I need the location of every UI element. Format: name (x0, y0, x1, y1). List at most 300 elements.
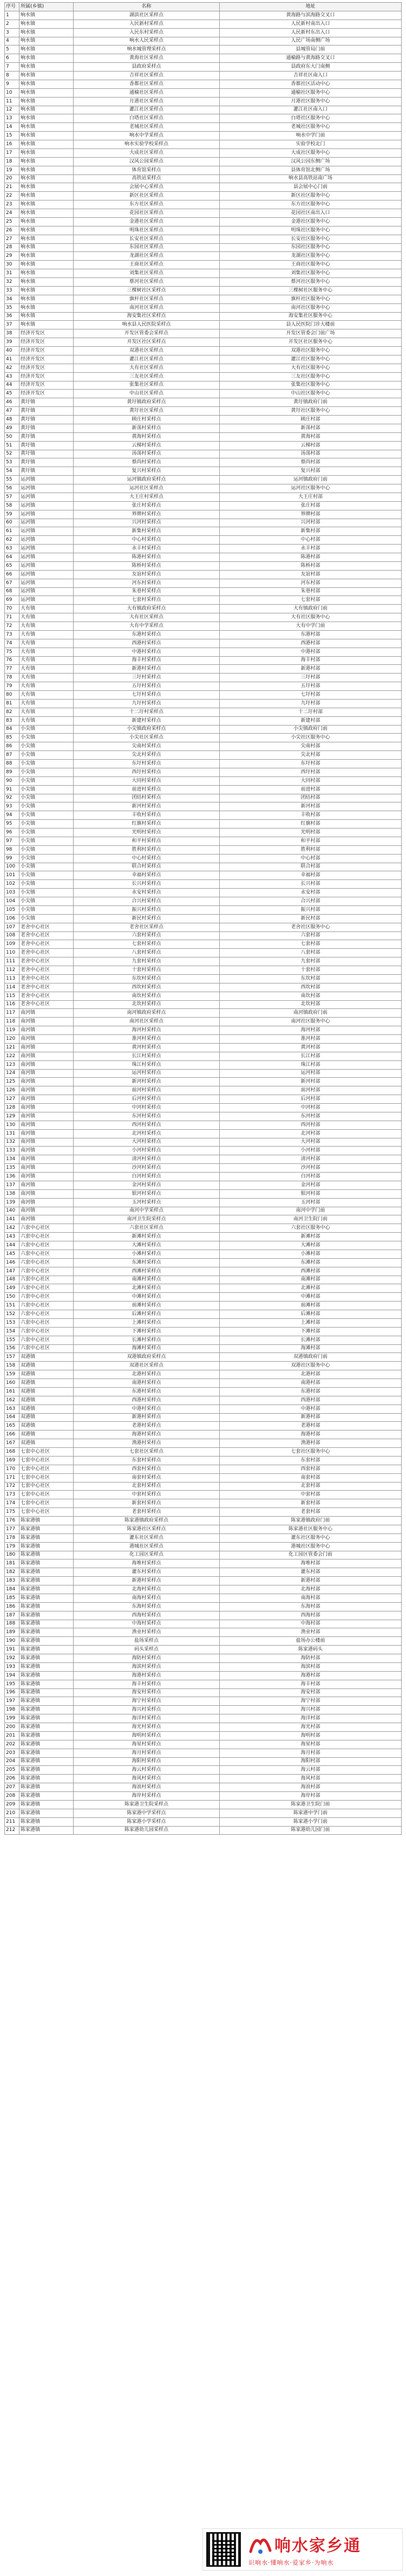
row-site-name: 南河卫生院采样点 (74, 1215, 220, 1224)
row-site-name: 大王庄村采样点 (74, 493, 220, 501)
table-row (5, 1620, 402, 1628)
row-site-name: 新港村采样点 (74, 1577, 220, 1585)
table-row (5, 1000, 402, 1009)
row-site-name: 南海村采样点 (74, 1594, 220, 1602)
table-row (5, 1551, 402, 1559)
table-row (5, 1525, 402, 1533)
row-site-name: 胜利村采样点 (74, 845, 220, 854)
row-town: 响水镇 (19, 217, 74, 226)
row-town: 陈家港镇 (19, 1628, 74, 1637)
row-town: 南河镇 (19, 1069, 74, 1078)
row-address: 东园社区服务中心 (220, 243, 402, 252)
row-number: 149 (5, 1284, 19, 1293)
table-row (5, 829, 402, 837)
row-site-name: 大有社区采样点 (74, 613, 220, 622)
row-site-name: 北港村采样点 (74, 1370, 220, 1379)
row-site-name: 东滩村采样点 (74, 1258, 220, 1267)
row-site-name: 海丰村采样点 (74, 656, 220, 665)
table-row (5, 269, 402, 278)
header-town: 所属(乡镇) (19, 3, 74, 11)
row-address: 渔港村部 (220, 1439, 402, 1448)
row-site-name: 团结村采样点 (74, 794, 220, 802)
row-number: 141 (5, 1215, 19, 1224)
row-number: 203 (5, 1749, 19, 1757)
row-number: 42 (5, 364, 19, 372)
qr-code-icon (206, 2532, 241, 2567)
row-number: 94 (5, 811, 19, 820)
row-address: 北河村部 (220, 1129, 402, 1138)
row-address: 沙河村部 (220, 1164, 402, 1173)
row-number: 13 (5, 114, 19, 123)
row-site-name: 海宁村采样点 (74, 1697, 220, 1706)
row-site-name: 双港镇政府采样点 (74, 1353, 220, 1362)
row-address: 界牌村部 (220, 510, 402, 519)
table-row (5, 1155, 402, 1164)
row-site-name: 七圩村采样点 (74, 691, 220, 700)
row-number: 169 (5, 1456, 19, 1465)
row-address: 灌东社区服务中心 (220, 1533, 402, 1542)
row-number: 128 (5, 1104, 19, 1112)
row-address: 大有社区服务中心 (220, 613, 402, 622)
row-number: 164 (5, 1413, 19, 1422)
row-address: 开发区社区服务中心 (220, 338, 402, 347)
row-site-name: 小河村采样点 (74, 1147, 220, 1155)
table-row (5, 992, 402, 1000)
row-site-name: 陈家港卫生院采样点 (74, 1800, 220, 1809)
row-site-name: 体育馆采样点 (74, 166, 220, 174)
row-town: 双港镇 (19, 1387, 74, 1396)
row-number: 152 (5, 1310, 19, 1319)
row-site-name: 海浪村采样点 (74, 1783, 220, 1792)
row-address: 小河村部 (220, 1147, 402, 1155)
row-address: 刘集社区服务中心 (220, 269, 402, 278)
row-site-name: 振兴村采样点 (74, 905, 220, 914)
row-town: 小尖镇 (19, 829, 74, 837)
row-address: 开发区管委会门前广场 (220, 329, 402, 338)
row-site-name: 双港社区采样点 (74, 347, 220, 355)
row-address: 海风村部 (220, 1775, 402, 1783)
row-town: 六套中心社区 (19, 1318, 74, 1327)
row-town: 老舍中心社区 (19, 949, 74, 957)
row-site-name: 珠江村采样点 (74, 1060, 220, 1069)
row-town: 陈家港镇 (19, 1594, 74, 1602)
row-address: 三圩村部 (220, 674, 402, 682)
row-address: 黄海路与滨海路交叉口 (220, 11, 402, 20)
row-number: 200 (5, 1723, 19, 1732)
row-town: 响水镇 (19, 54, 74, 63)
row-town: 南河镇 (19, 1138, 74, 1147)
row-number: 165 (5, 1422, 19, 1431)
row-site-name: 响水中学采样点 (74, 132, 220, 140)
row-number: 178 (5, 1533, 19, 1542)
row-site-name: 永安村采样点 (74, 889, 220, 897)
table-row (5, 665, 402, 674)
table-row (5, 1602, 402, 1611)
row-town: 老舍中心社区 (19, 931, 74, 940)
row-site-name: 东港村采样点 (74, 630, 220, 639)
row-site-name: 陈家港小学采样点 (74, 1817, 220, 1826)
row-number: 78 (5, 674, 19, 682)
row-address: 大河村部 (220, 1138, 402, 1147)
row-site-name: 黄圩社区采样点 (74, 407, 220, 416)
row-number: 171 (5, 1473, 19, 1482)
row-site-name: 陈家港幼儿园采样点 (74, 1826, 220, 1835)
row-site-name: 张集社区采样点 (74, 381, 220, 390)
row-town: 七套中心社区 (19, 1499, 74, 1508)
row-number: 64 (5, 553, 19, 562)
row-site-name: 合兴村采样点 (74, 897, 220, 906)
row-number: 115 (5, 992, 19, 1000)
row-site-name: 中套村采样点 (74, 1491, 220, 1499)
row-number: 45 (5, 390, 19, 398)
table-row (5, 1224, 402, 1233)
row-address: 南河社区服务中心 (220, 303, 402, 312)
header-no: 序号 (5, 3, 19, 11)
row-address: 响水中学门前 (220, 132, 402, 140)
row-address: 小滩村部 (220, 1250, 402, 1258)
row-number: 15 (5, 132, 19, 140)
row-town: 南河镇 (19, 1155, 74, 1164)
table-row (5, 20, 402, 28)
row-number: 108 (5, 931, 19, 940)
row-site-name: 淮河村采样点 (74, 1035, 220, 1044)
row-number: 39 (5, 338, 19, 347)
row-number: 26 (5, 226, 19, 235)
sampling-sites-table (4, 2, 402, 1835)
table-row (5, 11, 402, 20)
row-address: 东海村部 (220, 1602, 402, 1611)
row-site-name: 丰收村采样点 (74, 811, 220, 820)
row-number: 119 (5, 1026, 19, 1035)
row-site-name: 联合村采样点 (74, 863, 220, 871)
row-site-name: 大滩村采样点 (74, 1241, 220, 1250)
row-address: 十二圩村部 (220, 708, 402, 716)
row-address: 海宁村部 (220, 1697, 402, 1706)
row-site-name: 海岸村采样点 (74, 1792, 220, 1801)
row-address: 新港村部 (220, 1577, 402, 1585)
table-row (5, 1173, 402, 1181)
row-site-name: 南套村采样点 (74, 1473, 220, 1482)
row-town: 南河镇 (19, 1026, 74, 1035)
row-number: 57 (5, 493, 19, 501)
row-site-name: 云梯村采样点 (74, 441, 220, 450)
table-row (5, 820, 402, 829)
row-town: 大有镇 (19, 716, 74, 725)
table-row (5, 1362, 402, 1370)
table-row (5, 1370, 402, 1379)
row-town: 南河镇 (19, 1121, 74, 1129)
row-number: 208 (5, 1792, 19, 1801)
row-town: 南河镇 (19, 1043, 74, 1052)
row-number: 136 (5, 1173, 19, 1181)
row-address: 复兴村部 (220, 467, 402, 476)
row-number: 114 (5, 983, 19, 992)
row-number: 99 (5, 854, 19, 863)
row-address: 海丰村部 (220, 1680, 402, 1688)
row-address: 陈桥村部 (220, 561, 402, 570)
table-row (5, 716, 402, 725)
row-site-name: 运河村采样点 (74, 1069, 220, 1078)
row-town: 小尖镇 (19, 897, 74, 906)
row-town: 运河镇 (19, 587, 74, 596)
row-town: 黄圩镇 (19, 424, 74, 432)
row-address: 老舍社区服务中心 (220, 923, 402, 931)
row-address: 海丰村部 (220, 656, 402, 665)
row-town: 陈家港镇 (19, 1662, 74, 1671)
header-address: 地址 (220, 3, 402, 11)
row-town: 小尖镇 (19, 776, 74, 785)
table-row (5, 1250, 402, 1258)
row-town: 陈家港镇 (19, 1697, 74, 1706)
row-site-name: 尖南村采样点 (74, 742, 220, 751)
watermark (202, 2528, 403, 2571)
row-site-name: 五圩村采样点 (74, 682, 220, 691)
table-row (5, 106, 402, 114)
brand-logo-icon (247, 2532, 273, 2556)
table-row (5, 536, 402, 545)
table-row (5, 338, 402, 347)
row-number: 7 (5, 63, 19, 72)
row-town: 南河镇 (19, 1018, 74, 1026)
row-number: 210 (5, 1809, 19, 1817)
row-site-name: 沙河村采样点 (74, 1164, 220, 1173)
table-row (5, 579, 402, 587)
row-number: 5 (5, 46, 19, 54)
row-site-name: 海港村采样点 (74, 1671, 220, 1680)
row-town: 南河镇 (19, 1009, 74, 1018)
row-address: 北坎村部 (220, 1000, 402, 1009)
row-address: 东港村部 (220, 1387, 402, 1396)
row-address: 南套村部 (220, 1473, 402, 1482)
row-town: 经济开发区 (19, 329, 74, 338)
table-row (5, 570, 402, 579)
row-number: 163 (5, 1404, 19, 1413)
row-address: 海洋村部 (220, 1714, 402, 1723)
row-town: 南河镇 (19, 1052, 74, 1060)
table-row (5, 1800, 402, 1809)
row-town: 六套中心社区 (19, 1267, 74, 1276)
row-address: 七套社区服务中心 (220, 1448, 402, 1457)
row-site-name: 灌江社区采样点 (74, 355, 220, 364)
row-address: 新集村部 (220, 527, 402, 536)
row-site-name: 中港村采样点 (74, 648, 220, 656)
row-number: 158 (5, 1362, 19, 1370)
row-address: 中港村部 (220, 648, 402, 656)
row-town: 双港镇 (19, 1404, 74, 1413)
table-row (5, 1448, 402, 1457)
row-address: 西套村部 (220, 1465, 402, 1473)
row-address: 人民广场南侧广场 (220, 37, 402, 46)
row-number: 105 (5, 905, 19, 914)
row-town: 陈家港镇 (19, 1533, 74, 1542)
row-number: 43 (5, 372, 19, 381)
row-site-name: 南河社区采样点 (74, 1018, 220, 1026)
table-row (5, 37, 402, 46)
row-site-name: 七套社区采样点 (74, 1448, 220, 1457)
row-address: 新港村部 (220, 1413, 402, 1422)
table-row (5, 880, 402, 889)
row-site-name: 新建村采样点 (74, 716, 220, 725)
row-address: 中山社区服务中心 (220, 390, 402, 398)
row-number: 38 (5, 329, 19, 338)
row-number: 30 (5, 261, 19, 269)
row-site-name: 八套村采样点 (74, 949, 220, 957)
row-address: 胜利村部 (220, 845, 402, 854)
row-town: 响水镇 (19, 20, 74, 28)
table-row (5, 794, 402, 802)
row-town: 运河镇 (19, 510, 74, 519)
table-row (5, 587, 402, 596)
table-row (5, 80, 402, 88)
table-row (5, 914, 402, 923)
row-site-name: 六套社区采样点 (74, 1224, 220, 1233)
row-address: 县政府东大门南侧 (220, 63, 402, 72)
table-row (5, 1783, 402, 1792)
row-number: 207 (5, 1783, 19, 1792)
row-address: 东港村部 (220, 630, 402, 639)
row-site-name: 开发区管委会采样点 (74, 329, 220, 338)
table-row (5, 1284, 402, 1293)
row-site-name: 海云村采样点 (74, 1766, 220, 1775)
table-row (5, 974, 402, 983)
row-address: 县会展中心门前 (220, 183, 402, 192)
row-number: 90 (5, 776, 19, 785)
row-site-name: 高铁站采样点 (74, 174, 220, 183)
row-number: 112 (5, 966, 19, 975)
row-address: 月港社区服务中心 (220, 97, 402, 106)
row-town: 响水镇 (19, 46, 74, 54)
row-town: 运河镇 (19, 536, 74, 545)
table-row (5, 613, 402, 622)
row-town: 运河镇 (19, 553, 74, 562)
row-address: 化工园区管委会门前 (220, 1551, 402, 1559)
row-address: 大同村部 (220, 776, 402, 785)
row-address: 张庄村部 (220, 501, 402, 510)
row-site-name: 通榆社区采样点 (74, 88, 220, 97)
row-town: 六套中心社区 (19, 1233, 74, 1241)
row-address: 海堆村部 (220, 1559, 402, 1568)
row-town: 小尖镇 (19, 760, 74, 768)
table-row (5, 1336, 402, 1344)
row-address: 金河村部 (220, 1181, 402, 1189)
row-address: 新套村部 (220, 1499, 402, 1508)
row-town: 七套中心社区 (19, 1448, 74, 1457)
row-site-name: 长滩村采样点 (74, 1336, 220, 1344)
row-site-name: 顾庄村采样点 (74, 416, 220, 424)
table-row (5, 1688, 402, 1697)
row-town: 响水镇 (19, 321, 74, 329)
row-number: 209 (5, 1800, 19, 1809)
row-number: 205 (5, 1766, 19, 1775)
row-number: 190 (5, 1637, 19, 1646)
row-number: 69 (5, 596, 19, 605)
row-town: 六套中心社区 (19, 1293, 74, 1302)
table-row (5, 398, 402, 407)
row-town: 小尖镇 (19, 751, 74, 760)
table-body (5, 11, 402, 1835)
row-site-name: 东港村采样点 (74, 1387, 220, 1396)
table-row (5, 1379, 402, 1388)
row-town: 陈家港镇 (19, 1817, 74, 1826)
table-row (5, 983, 402, 992)
row-town: 六套中心社区 (19, 1310, 74, 1319)
row-site-name: 复兴村采样点 (74, 467, 220, 476)
table-row (5, 114, 402, 123)
row-address: 通榆社区服务中心 (220, 88, 402, 97)
table-row (5, 321, 402, 329)
row-town: 老舍中心社区 (19, 923, 74, 931)
row-address: 运河镇政府门前 (220, 476, 402, 484)
table-row (5, 905, 402, 914)
row-site-name: 海安村采样点 (74, 1688, 220, 1697)
row-site-name: 入民东村采样点 (74, 28, 220, 37)
table-row (5, 1662, 402, 1671)
row-address: 大王庄村部 (220, 493, 402, 501)
row-town: 响水镇 (19, 123, 74, 132)
row-address: 海滩村部 (220, 1344, 402, 1353)
row-number: 104 (5, 897, 19, 906)
row-address: 东坎村部 (220, 974, 402, 983)
row-address: 西港村部 (220, 639, 402, 648)
row-town: 小尖镇 (19, 785, 74, 794)
row-number: 80 (5, 691, 19, 700)
table-row (5, 837, 402, 845)
row-address: 海滨村部 (220, 1662, 402, 1671)
table-row (5, 1654, 402, 1663)
row-number: 59 (5, 510, 19, 519)
row-address: 大有社区服务中心 (220, 364, 402, 372)
row-address: 黄圩社区服务中心 (220, 407, 402, 416)
row-address: 海港村部 (220, 1671, 402, 1680)
table-row (5, 458, 402, 467)
table-row (5, 510, 402, 519)
table-row (5, 88, 402, 97)
table-row (5, 1680, 402, 1688)
row-number: 100 (5, 863, 19, 871)
row-site-name: 张庄村采样点 (74, 501, 220, 510)
row-address: 新港村部 (220, 665, 402, 674)
row-site-name: 界牌村采样点 (74, 510, 220, 519)
row-site-name: 海防村采样点 (74, 1654, 220, 1663)
row-address: 丰收村部 (220, 811, 402, 820)
table-row (5, 776, 402, 785)
row-number: 74 (5, 639, 19, 648)
row-address: 海星村部 (220, 1740, 402, 1749)
header-row (5, 3, 402, 11)
row-town: 南河镇 (19, 1104, 74, 1112)
table-row (5, 656, 402, 665)
row-address: 尖南村部 (220, 742, 402, 751)
row-town: 运河镇 (19, 476, 74, 484)
row-town: 运河镇 (19, 484, 74, 493)
row-town: 陈家港镇 (19, 1714, 74, 1723)
row-town: 陈家港镇 (19, 1688, 74, 1697)
table-row (5, 1671, 402, 1680)
table-row (5, 329, 402, 338)
row-address: 人民新村南出入口 (220, 20, 402, 28)
row-site-name: 银河村采样点 (74, 1189, 220, 1198)
row-number: 206 (5, 1775, 19, 1783)
table-row (5, 1757, 402, 1766)
table-row (5, 28, 402, 37)
row-address: 黄海村部 (220, 432, 402, 441)
row-number: 31 (5, 269, 19, 278)
row-town: 运河镇 (19, 519, 74, 527)
table-row (5, 1637, 402, 1646)
table-row (5, 1198, 402, 1207)
row-town: 小尖镇 (19, 905, 74, 914)
row-number: 4 (5, 37, 19, 46)
